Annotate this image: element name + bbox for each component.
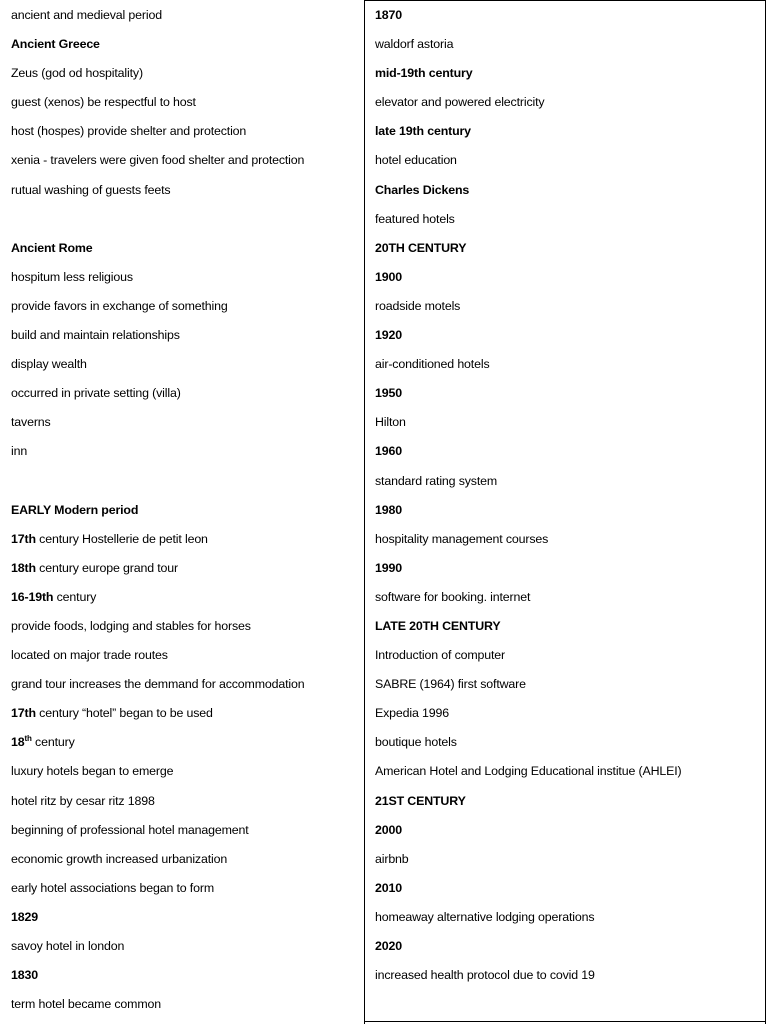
list-item: [11, 30, 361, 59]
list-item-text: early hotel associations began to form: [11, 880, 214, 895]
list-item-text: located on major trade routes: [11, 648, 168, 663]
list-item: [11, 321, 361, 350]
list-item: [375, 437, 763, 466]
list-item-text: hotel ritz by cesar ritz 1898: [11, 793, 155, 808]
list-item-text: 2000: [375, 822, 402, 837]
list-item-text: 1990: [375, 560, 402, 575]
list-item: [375, 408, 763, 437]
list-item-prefix: 18th: [11, 560, 36, 575]
list-item: [375, 321, 763, 350]
list-item: [375, 234, 763, 263]
list-item-text: host (hospes) provide shelter and protection: [11, 124, 247, 139]
list-item: [375, 205, 763, 234]
list-item: [375, 728, 763, 757]
list-item-text: 1870: [375, 8, 402, 22]
list-item-text: 1900: [375, 269, 402, 284]
list-item: [375, 641, 763, 670]
list-item-text: featured hotels: [375, 211, 455, 226]
list-item-text: Ancient Greece: [11, 37, 100, 52]
list-item: [375, 583, 763, 612]
list-item: [375, 292, 763, 321]
left-column: [11, 1, 361, 1019]
list-item-text: hotel education: [375, 153, 457, 168]
list-item-text: beginning of professional hotel management: [11, 822, 249, 837]
list-item-text: term hotel became common: [11, 997, 161, 1012]
list-item: [11, 874, 361, 903]
list-item: [375, 263, 763, 292]
list-item-text: build and maintain relationships: [11, 328, 180, 343]
list-item: [11, 234, 361, 263]
list-item-text: standard rating system: [375, 473, 498, 488]
list-item: [11, 641, 361, 670]
list-item-text: waldorf astoria: [375, 37, 454, 52]
list-item-text: Hilton: [375, 415, 406, 430]
list-item-text: rutual washing of guests feets: [11, 182, 171, 197]
list-item-text: xenia - travelers were given food shelter and protection: [11, 153, 305, 168]
list-item: [375, 903, 763, 932]
list-item: [11, 176, 361, 205]
list-item-text: SABRE (1964) first software: [375, 677, 526, 692]
list-item: [375, 496, 763, 525]
list-item-text: 1920: [375, 328, 402, 343]
list-item: [375, 379, 763, 408]
list-item: [11, 816, 361, 845]
list-item: [375, 525, 763, 554]
list-item-text: hospitality management courses: [375, 531, 549, 546]
list-item: [11, 496, 361, 525]
list-item: [375, 88, 763, 117]
list-item-text: hospitum less religious: [11, 269, 133, 284]
list-item-text: century europe grand tour: [35, 560, 179, 575]
list-item-text: 1830: [11, 968, 38, 983]
list-item: [375, 350, 763, 379]
list-item-text: ancient and medieval period: [11, 8, 162, 22]
list-item-superscript: th: [24, 734, 32, 744]
list-item-text: inn: [11, 444, 28, 459]
list-item: [11, 205, 361, 234]
list-item-text: 1980: [375, 502, 402, 517]
list-item: [11, 932, 361, 961]
list-item: [11, 990, 361, 1019]
list-item-text: Expedia 1996: [375, 706, 449, 721]
list-item: [375, 816, 763, 845]
list-item-text: air-conditioned hotels: [375, 357, 490, 372]
list-item-text: occurred in private setting (villa): [11, 386, 181, 401]
table-border-right: [765, 0, 766, 1024]
list-item: [11, 699, 361, 728]
table-border-bottom: [364, 1021, 766, 1022]
list-item: [11, 88, 361, 117]
list-item-text: EARLY Modern period: [11, 502, 139, 517]
list-item-text: Ancient Rome: [11, 240, 93, 255]
list-item-text: boutique hotels: [375, 735, 457, 750]
right-column: [375, 1, 763, 990]
list-item: [11, 379, 361, 408]
list-item-text: Charles Dickens: [375, 182, 470, 197]
list-item-text: 1950: [375, 386, 402, 401]
list-item: [11, 1, 361, 30]
list-item: [11, 350, 361, 379]
list-item-text: century “hotel” began to be used: [35, 706, 213, 721]
list-item: [11, 525, 361, 554]
list-item-prefix: 17th: [11, 531, 36, 546]
list-item-text: provide foods, lodging and stables for horses: [11, 618, 251, 633]
list-item: [375, 612, 763, 641]
list-item: [11, 728, 361, 757]
list-item: [11, 467, 361, 496]
list-item-text: 20TH CENTURY: [375, 240, 467, 255]
list-item-text: Introduction of computer: [375, 648, 506, 663]
list-item-text: airbnb: [375, 851, 409, 866]
list-item: [375, 932, 763, 961]
list-item-text: elevator and powered electricity: [375, 95, 545, 110]
list-item-text: 2010: [375, 880, 402, 895]
list-item-text: 1960: [375, 444, 402, 459]
list-item: [375, 699, 763, 728]
list-item-text: roadside motels: [375, 298, 461, 313]
list-item-text: century: [31, 735, 75, 750]
list-item-text: taverns: [11, 415, 51, 430]
list-item: [375, 961, 763, 990]
list-item: [11, 263, 361, 292]
list-item: [375, 874, 763, 903]
list-item: [11, 787, 361, 816]
list-item: [11, 670, 361, 699]
list-item-text: American Hotel and Lodging Educational institue (AHLEI): [375, 764, 682, 779]
list-item: [11, 59, 361, 88]
list-item: [11, 146, 361, 175]
list-item-text: late 19th century: [375, 124, 471, 139]
list-item-prefix: 17th: [11, 706, 36, 721]
list-item: [11, 757, 361, 786]
list-item-text: grand tour increases the demmand for accommodation: [11, 677, 305, 692]
list-item-text: LATE 20TH CENTURY: [375, 618, 501, 633]
list-item-text: Zeus (god od hospitality): [11, 66, 143, 81]
list-item-text: century Hostellerie de petit leon: [35, 531, 208, 546]
list-item: [375, 554, 763, 583]
list-item-text: century: [53, 589, 97, 604]
list-item-text: increased health protocol due to covid 19: [375, 968, 595, 983]
list-item: [11, 437, 361, 466]
list-item: [11, 845, 361, 874]
list-item-text: homeaway alternative lodging operations: [375, 909, 595, 924]
list-item: [375, 845, 763, 874]
list-item: [375, 757, 763, 786]
list-item-prefix: 16-19th: [11, 589, 54, 604]
list-item: [375, 176, 763, 205]
list-item-text: guest (xenos) be respectful to host: [11, 95, 196, 110]
list-item: [11, 583, 361, 612]
list-item-text: luxury hotels began to emerge: [11, 764, 174, 779]
list-item: [11, 903, 361, 932]
list-item: [375, 467, 763, 496]
list-item-text: savoy hotel in london: [11, 939, 125, 953]
list-item-text: software for booking. internet: [375, 589, 531, 604]
list-item: [375, 117, 763, 146]
column-divider: [364, 0, 365, 1024]
list-item: [11, 408, 361, 437]
list-item: [375, 1, 763, 30]
list-item-text: display wealth: [11, 357, 87, 372]
list-item: [375, 670, 763, 699]
list-item: [11, 292, 361, 321]
list-item: [11, 961, 361, 990]
list-item-text: 1829: [11, 909, 38, 924]
list-item: [11, 612, 361, 641]
list-item-text: economic growth increased urbanization: [11, 851, 228, 866]
list-item-text: mid-19th century: [375, 66, 473, 81]
list-item: [375, 30, 763, 59]
list-item-text: provide favors in exchange of something: [11, 298, 228, 313]
list-item: [375, 787, 763, 816]
list-item: [11, 554, 361, 583]
list-item-text: 2020: [375, 939, 402, 953]
list-item-text: 21ST CENTURY: [375, 793, 466, 808]
list-item-prefix: 18: [11, 735, 25, 750]
list-item: [375, 146, 763, 175]
list-item: [11, 117, 361, 146]
list-item: [375, 59, 763, 88]
